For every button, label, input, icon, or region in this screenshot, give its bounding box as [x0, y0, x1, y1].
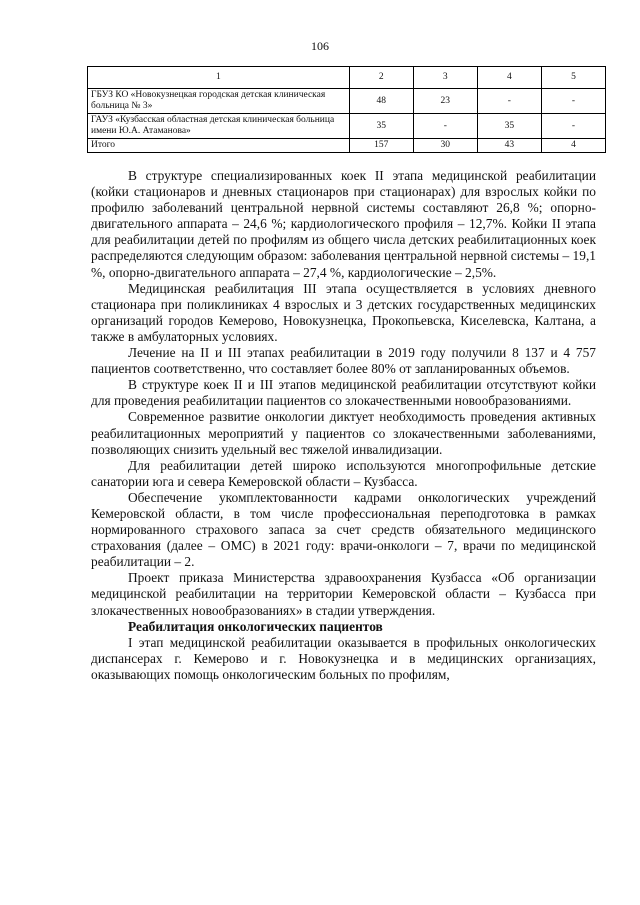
table-header-cell: 3: [413, 67, 477, 89]
paragraph: Лечение на II и III этапах реабилитации в 2019 году получили 8 137 и 4 757 пациентов соответственно, что составляет более 80% от запланированных объемов.: [91, 345, 596, 377]
table-row: [88, 114, 606, 139]
table-header-cell: 2: [349, 67, 413, 89]
paragraph: Проект приказа Министерства здравоохранения Кузбасса «Об организации медицинской реабилитации на территории Кемеровской области – Кузбасса при злокачественных новообразованиях» в стадии утверждения.: [91, 570, 596, 618]
paragraph: I этап медицинской реабилитации оказывается в профильных онкологических диспансерах г. Кемерово и г. Новокузнецка и в медицинских организациях, оказывающих помощь онкологическим больных по профилям,: [91, 634, 596, 682]
table-total-row: [88, 139, 606, 153]
paragraph: Медицинская реабилитация III этапа осуществляется в условиях дневного стационара при поликлиниках 4 взрослых и 3 детских государственных медицинских организаций городов Кемерово, Новокузнецка, Прокопьевска, Киселевска, Калтана, а также в амбулаторных условиях.: [91, 280, 596, 344]
beds-table: [87, 66, 606, 153]
paragraph: Обеспечение укомплектованности кадрами онкологических учреждений Кемеровской области, в том числе профессиональная переподготовка в рамках нормированного страхового запаса за счет средств обязательного медицинского страхования (далее – ОМС) в 2021 году: врачи-онкологи – 7, врачи по медицинской реабилитации – 2.: [91, 489, 596, 570]
table-cell: 4: [541, 139, 605, 153]
section-heading: Реабилитация онкологических пациентов: [128, 618, 383, 634]
page-number: 106: [311, 39, 329, 53]
table-cell: -: [477, 89, 541, 114]
paragraph: В структуре коек II и III этапов медицинской реабилитации отсутствуют койки для проведения реабилитации пациентов со злокачественными новообразованиями.: [91, 377, 596, 409]
table-header-cell: 1: [88, 67, 350, 89]
table-cell-organization: Итого: [88, 139, 350, 153]
document-body: [91, 168, 596, 683]
table-header-cell: 5: [541, 67, 605, 89]
table-header-cell: 4: [477, 67, 541, 89]
paragraph: Для реабилитации детей широко используются многопрофильные детские санатории юга и севера Кемеровской области – Кузбасса.: [91, 457, 596, 489]
table-cell: 43: [477, 139, 541, 153]
paragraph: В структуре специализированных коек II этапа медицинской реабилитации (койки стационаров и дневных стационаров при стационарах) для взрослых койки по профилю заболеваний центральной нервной системы составляют 26,8 %; опорно-двигательного аппарата – 24,6 %; кардиологического профиля – 12,7%. Койки II этапа для реабилитации детей по профилям из общего числа детских реабилитационных коек распределяются следующим образом: заболевания центральной нервной системы – 19,1 %, опорно-двигательного аппарата – 27,4 %, кардиологические – 2,5%.: [91, 168, 596, 280]
table-cell: 35: [349, 114, 413, 139]
table-cell: 48: [349, 89, 413, 114]
table-cell: 157: [349, 139, 413, 153]
paragraph: Современное развитие онкологии диктует необходимость проведения активных реабилитационных мероприятий у пациентов со злокачественными заболеваниями, позволяющих снизить удельный вес тяжелой инвалидизации.: [91, 409, 596, 457]
table-cell: -: [541, 89, 605, 114]
table-header-row: [88, 67, 606, 89]
table-cell: -: [541, 114, 605, 139]
table-cell: 30: [413, 139, 477, 153]
table-cell: -: [413, 114, 477, 139]
table-cell-organization: ГБУЗ КО «Новокузнецкая городская детская клиническая больница № 3»: [88, 89, 350, 114]
table-row: [88, 89, 606, 114]
table-cell: 23: [413, 89, 477, 114]
table-cell: 35: [477, 114, 541, 139]
table-cell-organization: ГАУЗ «Кузбасская областная детская клиническая больница имени Ю.А. Атаманова»: [88, 114, 350, 139]
